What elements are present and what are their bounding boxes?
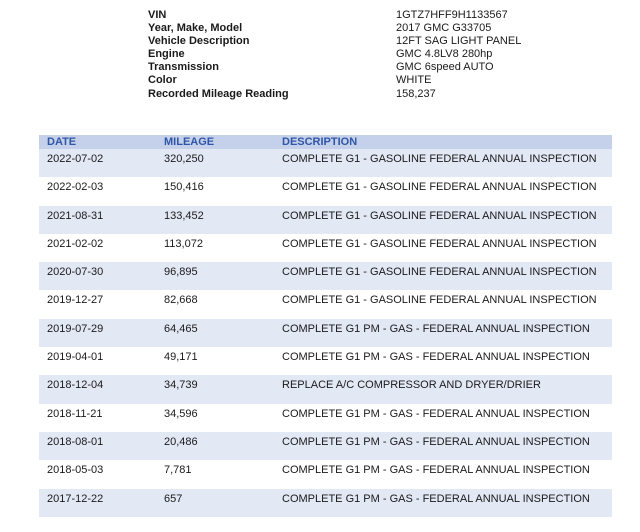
- row-date: 2022-07-02: [47, 153, 104, 165]
- row-date: 2022-02-03: [47, 181, 104, 194]
- row-mileage: 7,781: [164, 464, 192, 477]
- table-row: [39, 404, 612, 432]
- description-column-header: DESCRIPTION: [282, 136, 358, 148]
- table-row: [39, 262, 612, 290]
- row-description: COMPLETE G1 PM - GAS - FEDERAL ANNUAL INSPECTION: [282, 492, 590, 505]
- row-description: COMPLETE G1 - GASOLINE FEDERAL ANNUAL INSPECTION: [282, 153, 597, 165]
- table-row: [39, 149, 612, 177]
- row-mileage: 34,596: [164, 407, 198, 420]
- color-value: WHITE: [396, 74, 432, 87]
- row-date: 2021-02-02: [47, 237, 104, 250]
- row-mileage: 96,895: [164, 266, 198, 279]
- vin-row: [0, 9, 640, 22]
- vehicle-info: [0, 9, 640, 101]
- row-mileage: 64,465: [164, 322, 198, 335]
- transmission-value: GMC 6speed AUTO: [396, 61, 494, 74]
- mileage-column-header: MILEAGE: [164, 136, 215, 148]
- table-row: [39, 375, 612, 403]
- transmission-label: Transmission: [148, 61, 219, 74]
- row-mileage: 150,416: [164, 181, 204, 194]
- row-mileage: 133,452: [164, 209, 204, 222]
- row-date: 2019-12-27: [47, 294, 104, 307]
- vin-label: VIN: [148, 9, 167, 21]
- table-row: [39, 319, 612, 347]
- service-history-table: [39, 135, 612, 517]
- row-description: COMPLETE G1 - GASOLINE FEDERAL ANNUAL INSPECTION: [282, 237, 597, 250]
- row-date: 2020-07-30: [47, 266, 104, 279]
- row-date: 2019-07-29: [47, 322, 104, 335]
- row-mileage: 49,171: [164, 351, 198, 364]
- mileage-reading-label: Recorded Mileage Reading: [148, 87, 289, 100]
- row-mileage: 113,072: [164, 237, 203, 250]
- row-description: COMPLETE G1 PM - GAS - FEDERAL ANNUAL INSPECTION: [282, 351, 590, 364]
- date-column-header: DATE: [47, 136, 77, 148]
- row-mileage: 20,486: [164, 435, 198, 448]
- engine-label: Engine: [148, 48, 185, 61]
- vin-value: 1GTZ7HFF9H1133567: [396, 9, 508, 21]
- row-description: COMPLETE G1 - GASOLINE FEDERAL ANNUAL INSPECTION: [282, 266, 597, 279]
- row-date: 2018-11-21: [47, 407, 103, 420]
- row-date: 2018-08-01: [47, 435, 104, 448]
- table-row: [39, 432, 612, 460]
- table-row: [39, 177, 612, 205]
- row-description: REPLACE A/C COMPRESSOR AND DRYER/DRIER: [282, 379, 541, 392]
- vehicle-description-label: Vehicle Description: [148, 35, 250, 48]
- table-row: [39, 206, 612, 234]
- row-description: COMPLETE G1 PM - GAS - FEDERAL ANNUAL INSPECTION: [282, 322, 590, 335]
- row-date: 2018-05-03: [47, 464, 104, 477]
- row-date: 2019-04-01: [47, 351, 104, 364]
- vehicle-description-row: [0, 35, 640, 48]
- engine-row: [0, 48, 640, 61]
- mileage-reading-row: [0, 88, 640, 101]
- row-description: COMPLETE G1 - GASOLINE FEDERAL ANNUAL INSPECTION: [282, 294, 597, 307]
- row-date: 2018-12-04: [47, 379, 104, 392]
- row-mileage: 82,668: [164, 294, 198, 307]
- mileage-reading-value: 158,237: [396, 87, 436, 100]
- table-row: [39, 347, 612, 375]
- table-row: [39, 290, 612, 318]
- year-make-model-label: Year, Make, Model: [148, 22, 243, 35]
- transmission-row: [0, 61, 640, 74]
- row-description: COMPLETE G1 PM - GAS - FEDERAL ANNUAL INSPECTION: [282, 435, 590, 448]
- table-row: [39, 460, 612, 488]
- row-description: COMPLETE G1 PM - GAS - FEDERAL ANNUAL INSPECTION: [282, 464, 590, 477]
- table-header: [39, 135, 612, 149]
- row-mileage: 34,739: [164, 379, 198, 392]
- row-mileage: 320,250: [164, 153, 204, 165]
- year-make-model-value: 2017 GMC G33705: [396, 22, 492, 35]
- year-make-model-row: [0, 22, 640, 35]
- row-date: 2021-08-31: [47, 209, 104, 222]
- engine-value: GMC 4.8LV8 280hp: [396, 48, 493, 61]
- row-date: 2017-12-22: [47, 492, 104, 505]
- row-description: COMPLETE G1 PM - GAS - FEDERAL ANNUAL INSPECTION: [282, 407, 590, 420]
- table-row: [39, 234, 612, 262]
- row-description: COMPLETE G1 - GASOLINE FEDERAL ANNUAL INSPECTION: [282, 181, 597, 194]
- vehicle-description-value: 12FT SAG LIGHT PANEL: [396, 35, 522, 48]
- color-label: Color: [148, 74, 177, 87]
- table-row: [39, 489, 612, 517]
- row-description: COMPLETE G1 - GASOLINE FEDERAL ANNUAL INSPECTION: [282, 209, 597, 222]
- color-row: [0, 74, 640, 87]
- row-mileage: 657: [164, 492, 183, 505]
